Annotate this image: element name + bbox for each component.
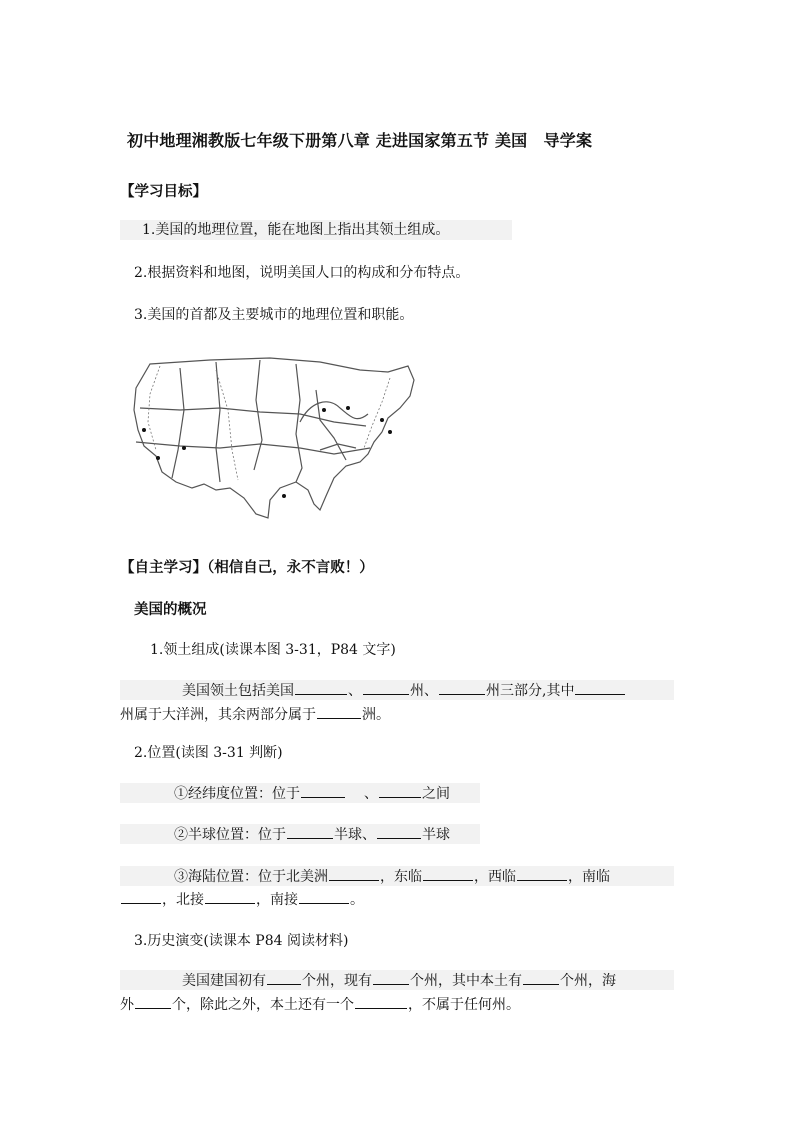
history-line-1: 美国建国初有 个州，现有 个州，其中本土有 个州，海 xyxy=(120,970,674,990)
page-title: 初中地理湘教版七年级下册第八章 走进国家第五节 美国 导学案 xyxy=(127,131,593,150)
goals-heading: 【学习目标】 xyxy=(120,184,207,200)
answer-blank[interactable] xyxy=(299,889,349,904)
answer-blank[interactable] xyxy=(363,680,409,695)
self-study-heading: 【自主学习】（相信自己，永不言败！） xyxy=(120,560,374,576)
usa-outline-map xyxy=(120,350,456,528)
goal-item-1: 1.美国的地理位置，能在地图上指出其领土组成。 xyxy=(120,220,512,240)
hemisphere-line: ②半球位置：位于 半球、 半球 xyxy=(120,824,480,844)
goal-item-2: 2.根据资料和地图，说明美国人口的构成和分布特点。 xyxy=(134,265,470,281)
answer-blank[interactable] xyxy=(379,783,421,798)
answer-blank[interactable] xyxy=(329,866,379,881)
answer-blank[interactable] xyxy=(523,970,559,985)
territory-line-1: 美国领土包括美国 、 州、 州三部分,其中 xyxy=(120,680,674,700)
location-label: 2.位置(读图 3-31 判断) xyxy=(134,745,283,761)
territory-line-2: 州属于大洋洲，其余两部分属于 洲。 xyxy=(120,704,390,724)
overview-subheading: 美国的概况 xyxy=(134,602,207,618)
answer-blank[interactable] xyxy=(205,889,255,904)
goal-item-3: 3.美国的首都及主要城市的地理位置和职能。 xyxy=(134,307,414,323)
sea-land-line-1: ③海陆位置：位于北美洲 ，东临 ，西临 ，南临 xyxy=(120,866,674,886)
answer-blank[interactable] xyxy=(377,824,421,839)
answer-blank[interactable] xyxy=(267,970,301,985)
answer-blank[interactable] xyxy=(575,680,625,695)
answer-blank[interactable] xyxy=(439,680,485,695)
answer-blank[interactable] xyxy=(135,994,171,1009)
answer-blank[interactable] xyxy=(355,994,407,1009)
answer-blank[interactable] xyxy=(295,680,347,695)
answer-blank[interactable] xyxy=(373,970,409,985)
answer-blank[interactable] xyxy=(121,889,161,904)
answer-blank[interactable] xyxy=(301,783,345,798)
answer-blank[interactable] xyxy=(317,704,361,719)
latlon-line: ①经纬度位置：位于 、 之间 xyxy=(120,783,480,803)
history-line-2: 外 个，除此之外，本土还有一个 ，不属于任何州。 xyxy=(120,994,520,1014)
answer-blank[interactable] xyxy=(287,824,333,839)
sea-land-line-2: ，北接 ，南接 。 xyxy=(120,889,364,909)
answer-blank[interactable] xyxy=(423,866,473,881)
territory-label: 1.领土组成(读课本图 3-31，P84 文字) xyxy=(150,642,396,658)
history-label: 3.历史演变(读课本 P84 阅读材料) xyxy=(134,933,349,949)
answer-blank[interactable] xyxy=(517,866,567,881)
